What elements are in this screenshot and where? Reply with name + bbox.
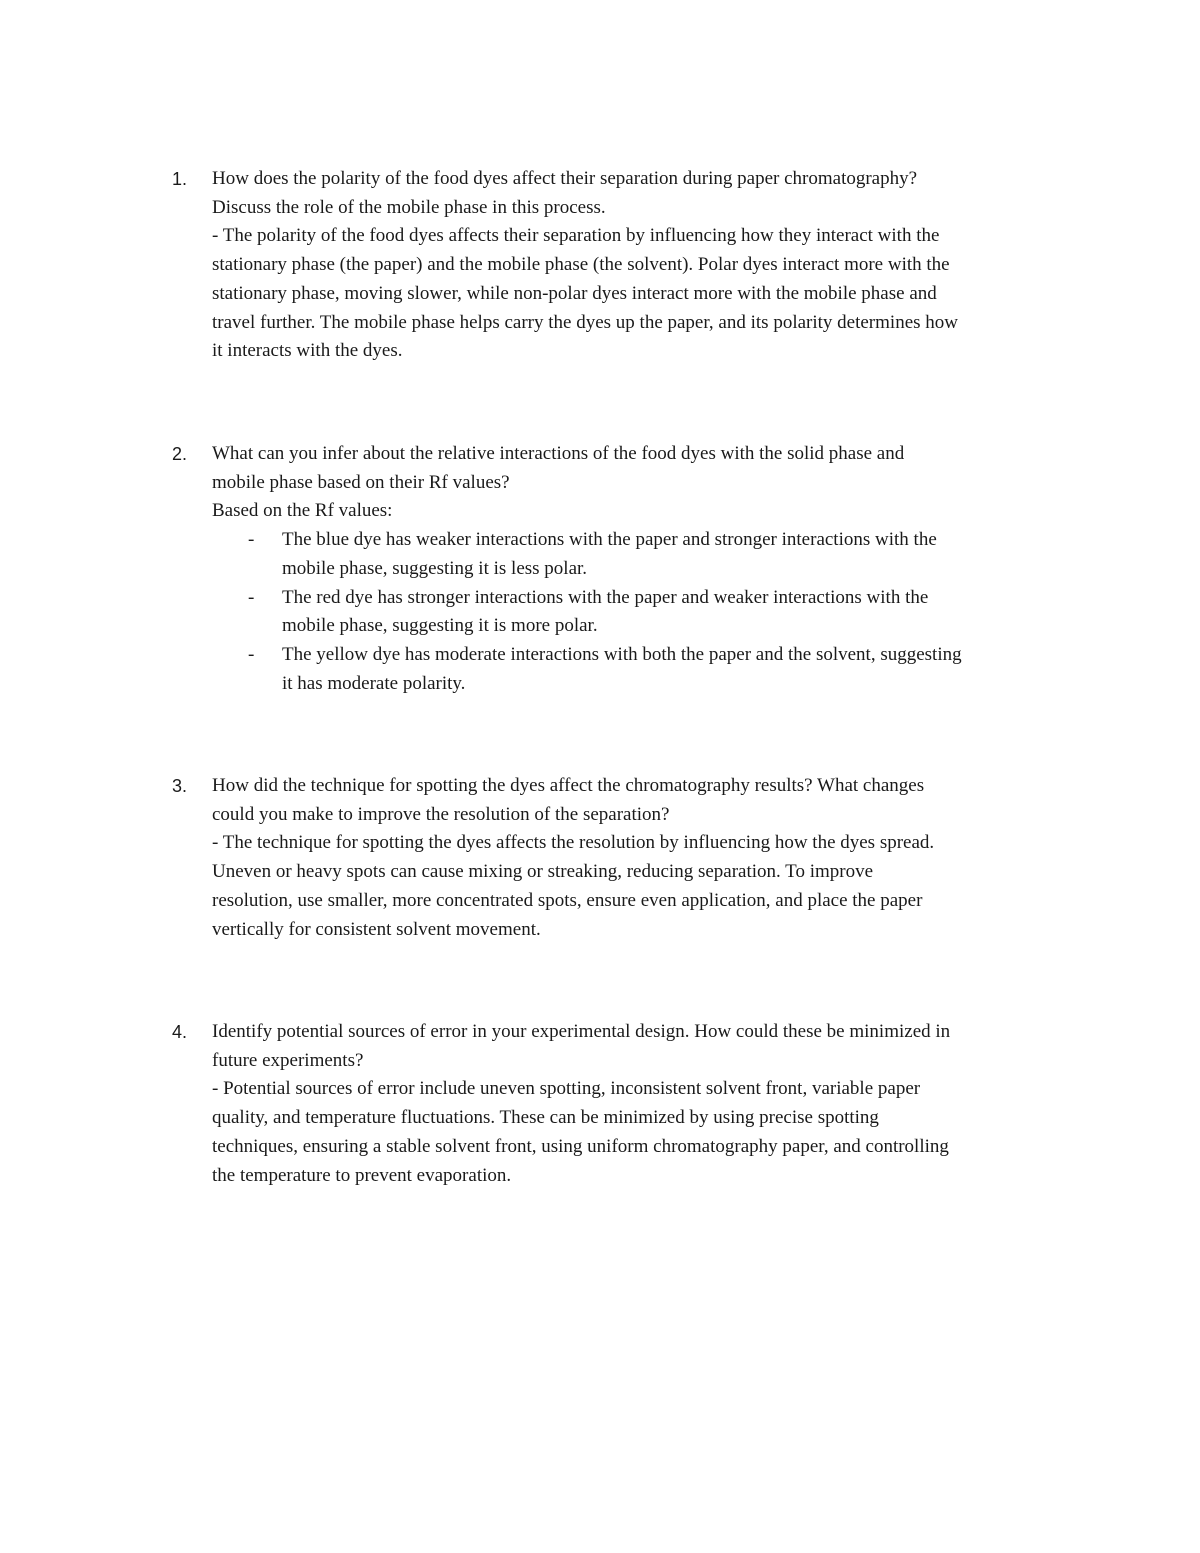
bullet-dash: - bbox=[248, 586, 255, 608]
question-2 bbox=[172, 440, 1072, 698]
answer-text-line: vertically for consistent solvent movement. bbox=[212, 918, 541, 940]
question-body bbox=[212, 772, 1072, 944]
question-number: 2. bbox=[172, 444, 188, 464]
bullet-dash: - bbox=[248, 643, 255, 665]
question-body bbox=[212, 165, 1072, 366]
question-body bbox=[212, 440, 1072, 698]
bullet-text-line: The blue dye has weaker interactions with the paper and stronger interactions with the bbox=[282, 529, 937, 551]
bullet-text-line: mobile phase, suggesting it is more polar. bbox=[282, 615, 598, 637]
bullet-text-line: mobile phase, suggesting it is less polar. bbox=[282, 557, 588, 579]
answer-text-line: - The technique for spotting the dyes affects the resolution by influencing how the dyes spread. bbox=[212, 832, 935, 854]
bullet-text-line: The red dye has stronger interactions with the paper and weaker interactions with the bbox=[282, 586, 929, 608]
question-number: 4. bbox=[172, 1022, 188, 1042]
answer-text-line: travel further. The mobile phase helps carry the dyes up the paper, and its polarity determines how bbox=[212, 311, 958, 333]
bullet-text-line: The yellow dye has moderate interactions with both the paper and the solvent, suggesting bbox=[282, 643, 962, 665]
question-number: 1. bbox=[172, 169, 188, 189]
question-body bbox=[212, 1018, 1072, 1190]
question-number: 3. bbox=[172, 776, 188, 796]
answer-text-line: Uneven or heavy spots can cause mixing or streaking, reducing separation. To improve bbox=[212, 861, 874, 883]
question-3 bbox=[172, 772, 1072, 944]
answer-text-line: techniques, ensuring a stable solvent front, using uniform chromatography paper, and controlling bbox=[212, 1135, 949, 1157]
question-text-line: Identify potential sources of error in your experimental design. How could these be minimized in bbox=[212, 1021, 951, 1042]
bullet-dash: - bbox=[248, 529, 255, 551]
bullet-text-line: it has moderate polarity. bbox=[282, 672, 466, 694]
question-text-line: What can you infer about the relative interactions of the food dyes with the solid phase and bbox=[212, 443, 905, 464]
answer-text-line: the temperature to prevent evaporation. bbox=[212, 1164, 512, 1186]
question-4 bbox=[172, 1018, 1072, 1190]
list-item bbox=[212, 641, 1072, 698]
answer-bullet-list bbox=[212, 526, 1072, 698]
question-text-line: future experiments? bbox=[212, 1049, 364, 1071]
question-text-line: How did the technique for spotting the dyes affect the chromatography results? What changes bbox=[212, 775, 925, 796]
answer-text-line: stationary phase (the paper) and the mobile phase (the solvent). Polar dyes interact more with the bbox=[212, 254, 950, 276]
question-text-line: could you make to improve the resolution of the separation? bbox=[212, 803, 670, 825]
question-text-line: mobile phase based on their Rf values? bbox=[212, 471, 510, 493]
answer-text-line: resolution, use smaller, more concentrated spots, ensure even application, and place the paper bbox=[212, 889, 923, 911]
answer-text-line: - The polarity of the food dyes affects their separation by influencing how they interact with the bbox=[212, 225, 940, 247]
answer-intro: Based on the Rf values: bbox=[212, 500, 393, 522]
list-item bbox=[212, 584, 1072, 641]
answer-text-line: it interacts with the dyes. bbox=[212, 340, 403, 362]
question-1 bbox=[172, 165, 1072, 366]
question-text-line: How does the polarity of the food dyes affect their separation during paper chromatography? bbox=[212, 168, 918, 189]
answer-text-line: quality, and temperature fluctuations. These can be minimized by using precise spotting bbox=[212, 1107, 879, 1129]
question-text-line: Discuss the role of the mobile phase in this process. bbox=[212, 196, 606, 218]
list-item bbox=[212, 526, 1072, 583]
answer-text-line: - Potential sources of error include uneven spotting, inconsistent solvent front, variable paper bbox=[212, 1078, 921, 1100]
answer-text-line: stationary phase, moving slower, while non-polar dyes interact more with the mobile phase and bbox=[212, 282, 937, 304]
